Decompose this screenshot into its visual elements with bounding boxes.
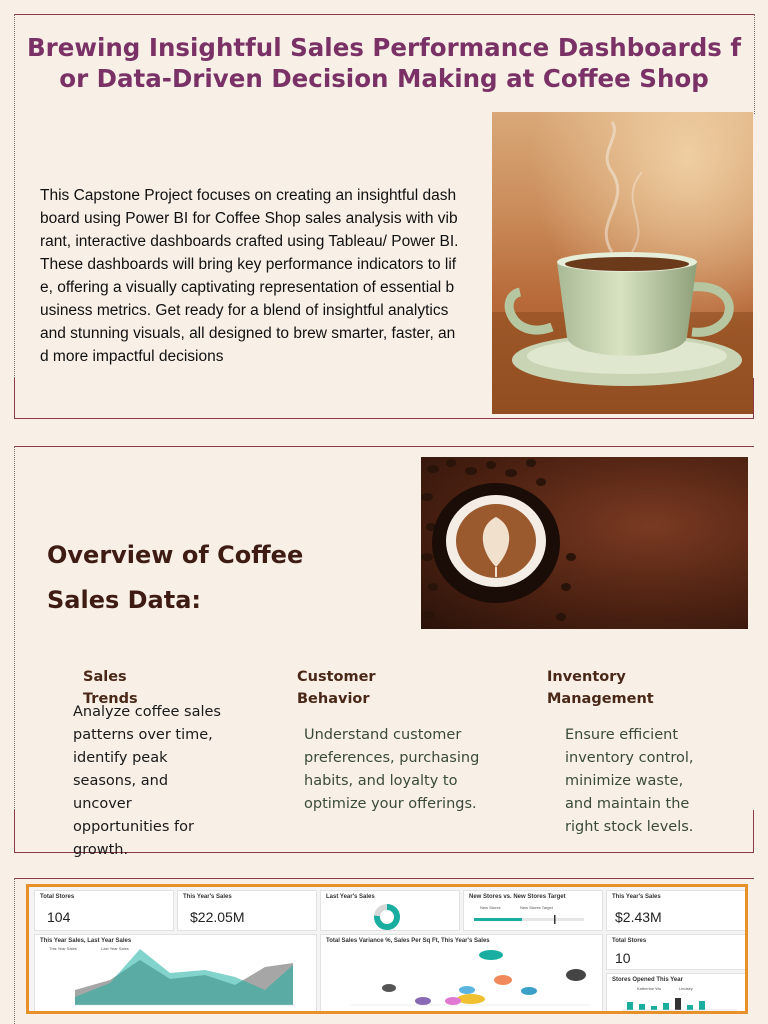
area-chart-panel <box>34 934 317 1012</box>
kpi-card-value: $2.43M <box>615 909 662 925</box>
legend-new-stores-target: New Stores Target <box>520 905 553 910</box>
overview-title: Overview of Coffee Sales Data: <box>47 541 304 614</box>
kpi-card-title: Total Stores <box>40 894 75 900</box>
kpi-card-title: Total Stores <box>612 938 647 944</box>
kpi-card-this-year-sales <box>177 890 317 931</box>
left-dotted-rule <box>14 14 15 378</box>
kpi-card-value: 10 <box>615 950 631 966</box>
legend-katherine-wu: Katherine Wu <box>637 986 662 991</box>
section2-left-border <box>14 810 15 852</box>
section1-left-border <box>14 378 15 418</box>
scatter-chart-title: Total Sales Variance %, Sales Per Sq Ft, This Year's Sales <box>326 938 490 944</box>
right-dotted-rule <box>754 14 755 114</box>
bullet-chart <box>464 891 604 932</box>
inventory-management-heading: Inventory Management <box>547 669 654 707</box>
section2-right-border <box>753 810 754 852</box>
kpi-card-this-year-sales-2 <box>606 890 746 931</box>
area-chart <box>35 935 318 1013</box>
section3-top-rule <box>14 878 754 879</box>
scatter-chart <box>321 935 604 1013</box>
top-rule <box>14 14 754 15</box>
stores-opened-panel <box>606 973 746 1012</box>
kpi-card-title: This Year's Sales <box>612 894 661 900</box>
page-title: Brewing Insightful Sales Performance Dashboards for Data-Driven Decision Making at Coffee Shop <box>26 33 742 93</box>
sales-trends-text: Analyze coffee sales patterns over time, identify peak seasons, and uncover opportunities for growth. <box>73 704 221 858</box>
stores-opened-title: Stores Opened This Year <box>612 977 683 983</box>
kpi-card-title: New Stores vs. New Stores Target <box>469 894 566 900</box>
inventory-management-text: Ensure efficient inventory control, minimize waste, and maintain the right stock levels. <box>565 727 694 835</box>
customer-behavior-text: Understand customer preferences, purchasing habits, and loyalty to optimize your offerings. <box>304 727 480 812</box>
kpi-card-total-stores-2 <box>606 934 746 970</box>
customer-behavior-heading: Customer Behavior <box>297 669 376 707</box>
column-chart <box>607 974 747 1013</box>
legend-this-year: This Year Sales <box>49 946 77 951</box>
kpi-card-value: 104 <box>47 909 71 925</box>
section2-top-rule <box>14 446 754 447</box>
legend-new-stores: New Stores <box>480 905 501 910</box>
coffee-cup-photo <box>492 112 753 414</box>
scatter-chart-panel <box>320 934 603 1012</box>
kpi-card-value: $22.05M <box>190 909 245 925</box>
kpi-card-title: Last Year's Sales <box>326 894 375 900</box>
latte-art-photo <box>421 457 748 629</box>
intro-paragraph: This Capstone Project focuses on creating an insightful dashboard using Power BI for Coffee Shop sales analysis with vibrant, interactive dashboards crafted using Tableau/ Power BI. These dashboards will bring key performance indicators to life, offering a visually captivating representation of essential business metrics. Get ready for a blend of insightful analytics and stunning visuals, all designed to brew smarter, faster, and more impactful decisions <box>40 187 459 365</box>
legend-lindsey: Lindsey <box>679 986 693 991</box>
donut-chart <box>321 891 461 932</box>
section1-bottom-rule <box>14 418 754 419</box>
kpi-card-title: This Year's Sales <box>183 894 232 900</box>
kpi-card-new-stores <box>463 890 603 931</box>
section1-right-border <box>753 378 754 418</box>
dashboard-screenshot <box>26 884 748 1014</box>
kpi-card-total-stores <box>34 890 174 931</box>
area-chart-title: This Year Sales, Last Year Sales <box>40 938 132 944</box>
section3-left-dotted <box>14 878 15 1024</box>
section2-left-dotted <box>14 446 15 810</box>
sales-trends-heading: Sales Trends <box>83 669 138 707</box>
kpi-card-last-year-sales <box>320 890 460 931</box>
legend-last-year: Last Year Sales <box>101 946 129 951</box>
